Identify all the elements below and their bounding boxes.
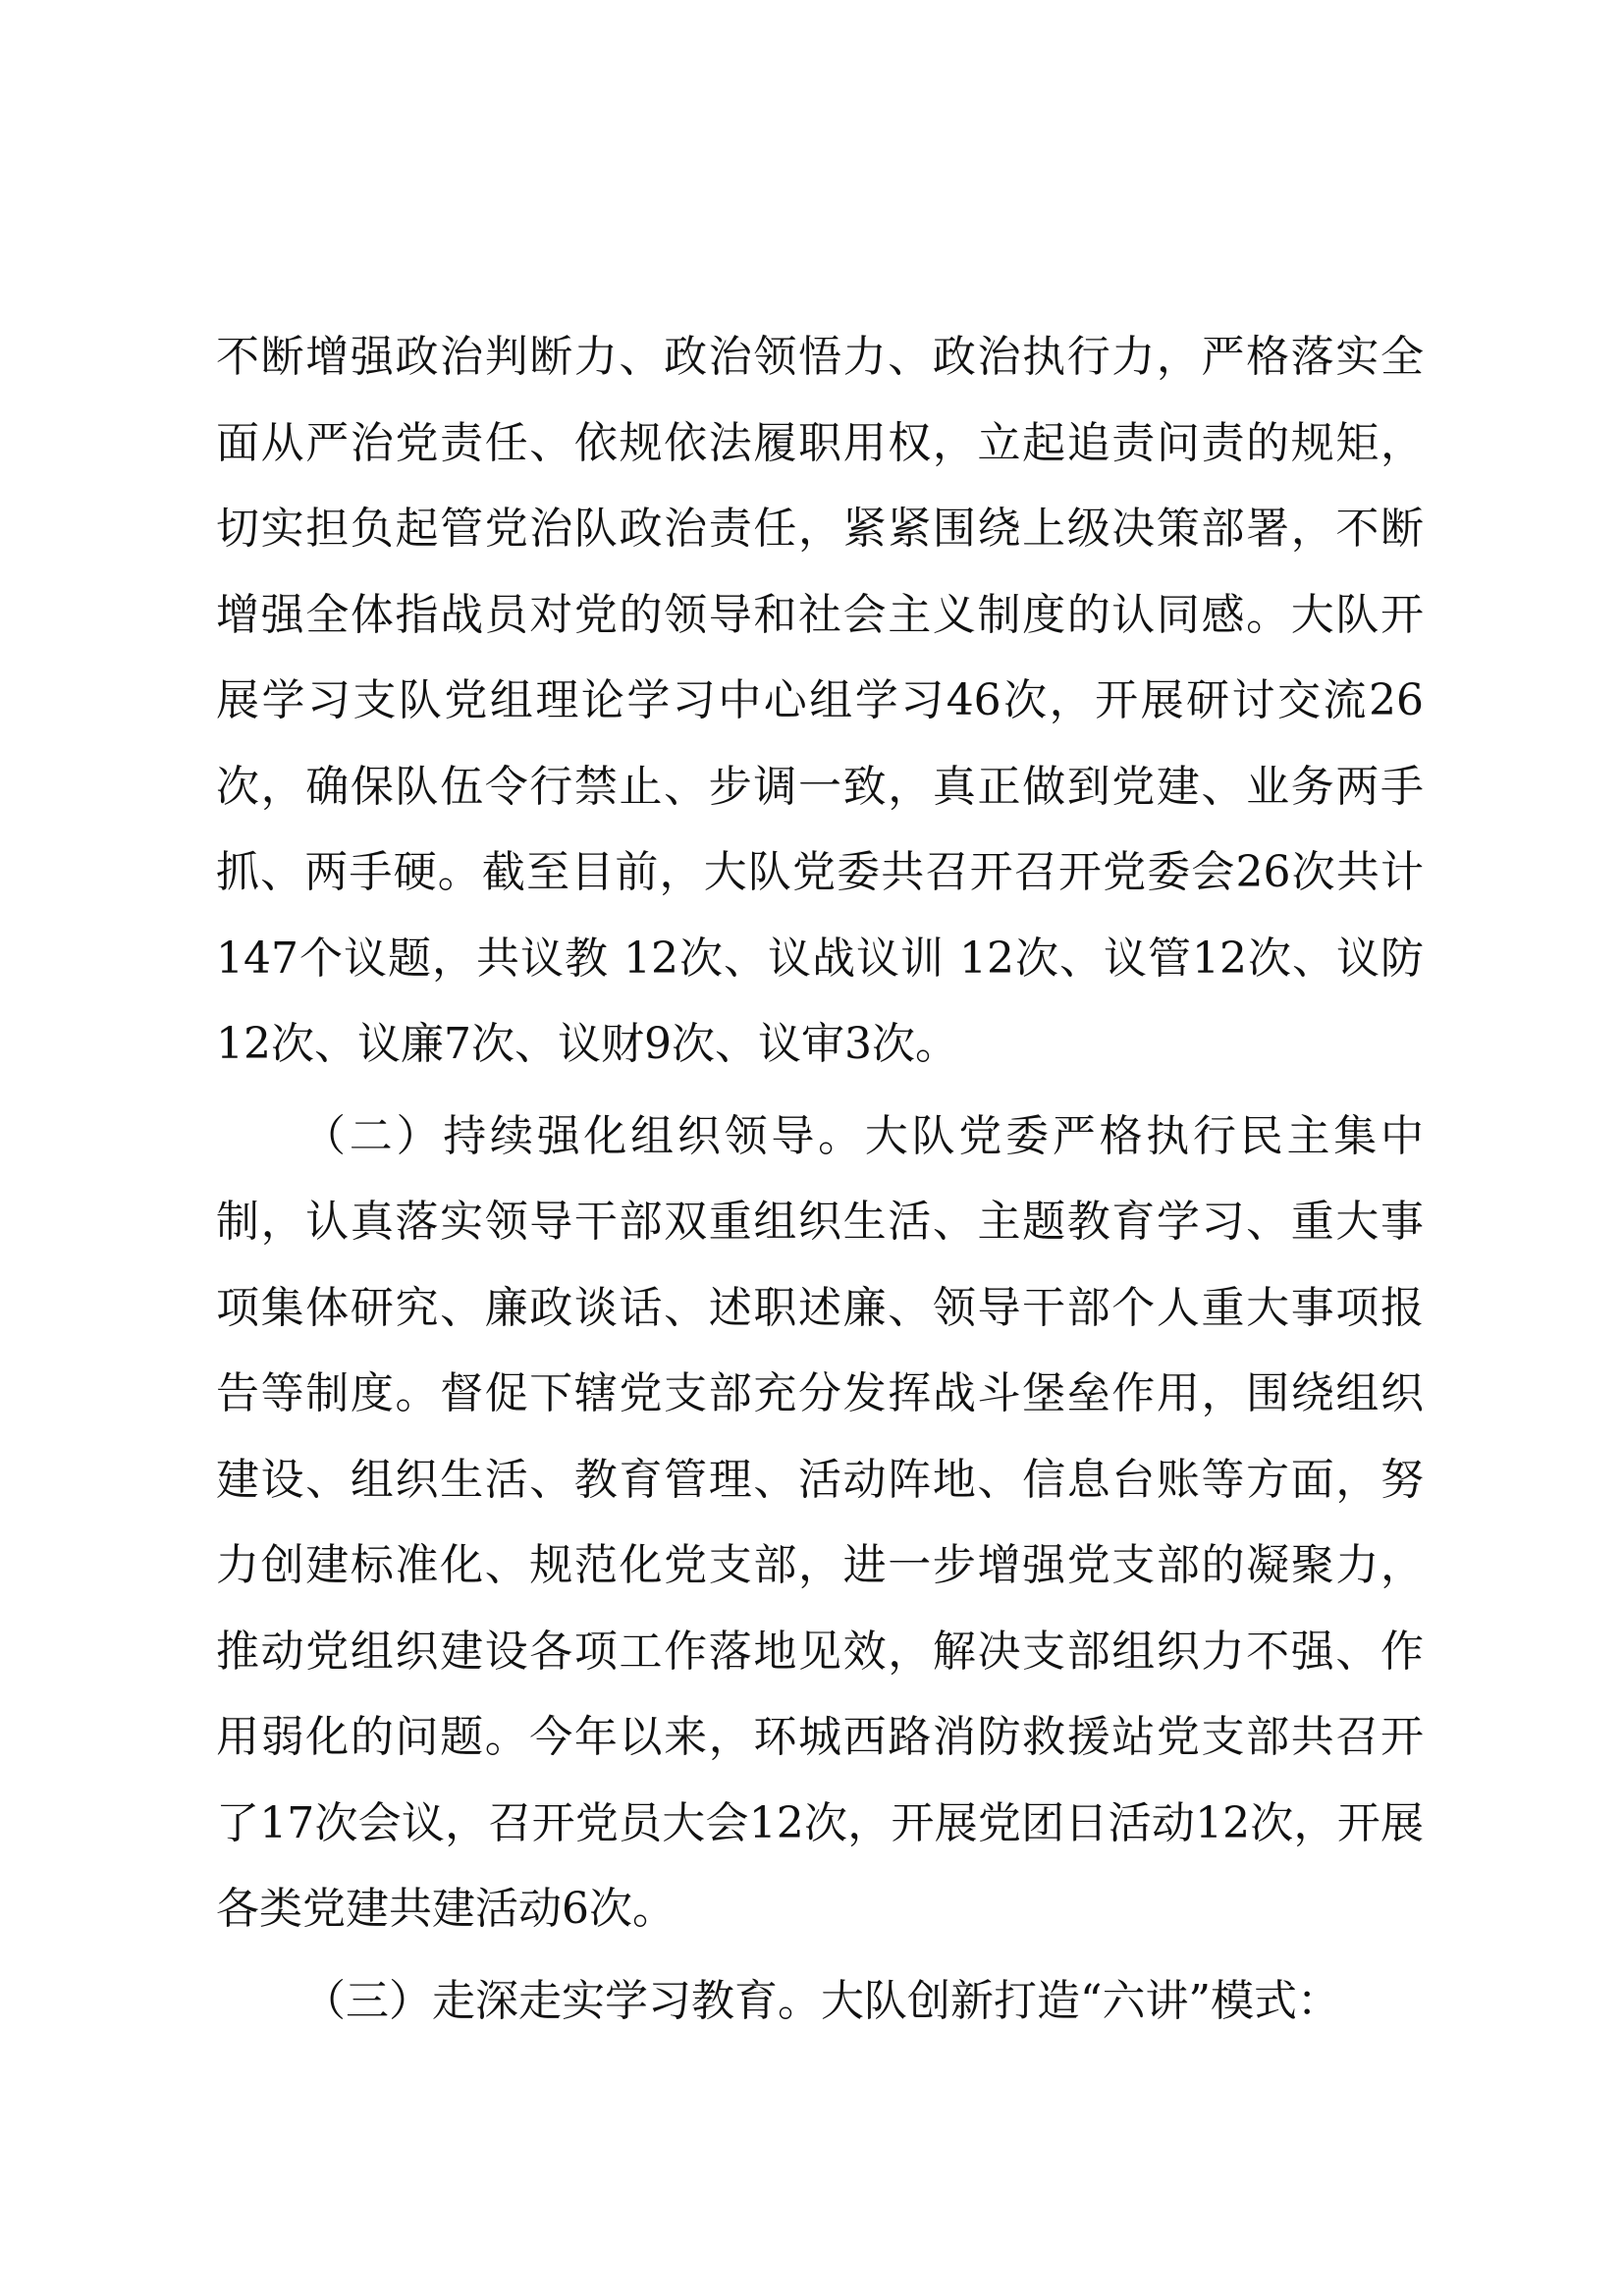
document-body [216,314,1424,2044]
paragraph-learning-education: （三）走深走实学习教育。大队创新打造“六讲”模式： [302,1975,1340,2026]
paragraph-organization-leadership: （二）持续强化组织领导。大队党委严格执行民主集中制，认真落实领导干部双重组织生活、主题教育学习、重大事项集体研究、廉政谈话、述职述廉、领导干部个人重大事项报告等制度。督促下辖党支部充分发挥战斗堡垒作用，围绕组织建设、组织生活、教育管理、活动阵地、信息台账等方面，努力创建标准化、规范化党支部，进一步增强党支部的凝聚力，推动党组织建设各项工作落地见效，解决支部组织力不强、作用弱化的问题。今年以来，环城西路消防救援站党支部共召开了17次会议，召开党员大会12次，开展党团日活动12次，开展各类党建共建活动6次。 [216,1110,1424,1934]
paragraph-party-responsibility: 不断增强政治判断力、政治领悟力、政治执行力，严格落实全面从严治党责任、依规依法履职用权，立起追责问责的规矩，切实担负起管党治队政治责任，紧紧围绕上级决策部署，不断增强全体指战员对党的领导和社会主义制度的认同感。大队开展学习支队党组理论学习中心组学习46次，开展研讨交流26次，确保队伍令行禁止、步调一致，真正做到党建、业务两手抓、两手硬。截至目前，大队党委共召开召开党委会26次共计147个议题，共议教 12次、议战议训 12次、议管12次、议防12次、议廉7次、议财9次、议审3次。 [216,332,1424,1069]
